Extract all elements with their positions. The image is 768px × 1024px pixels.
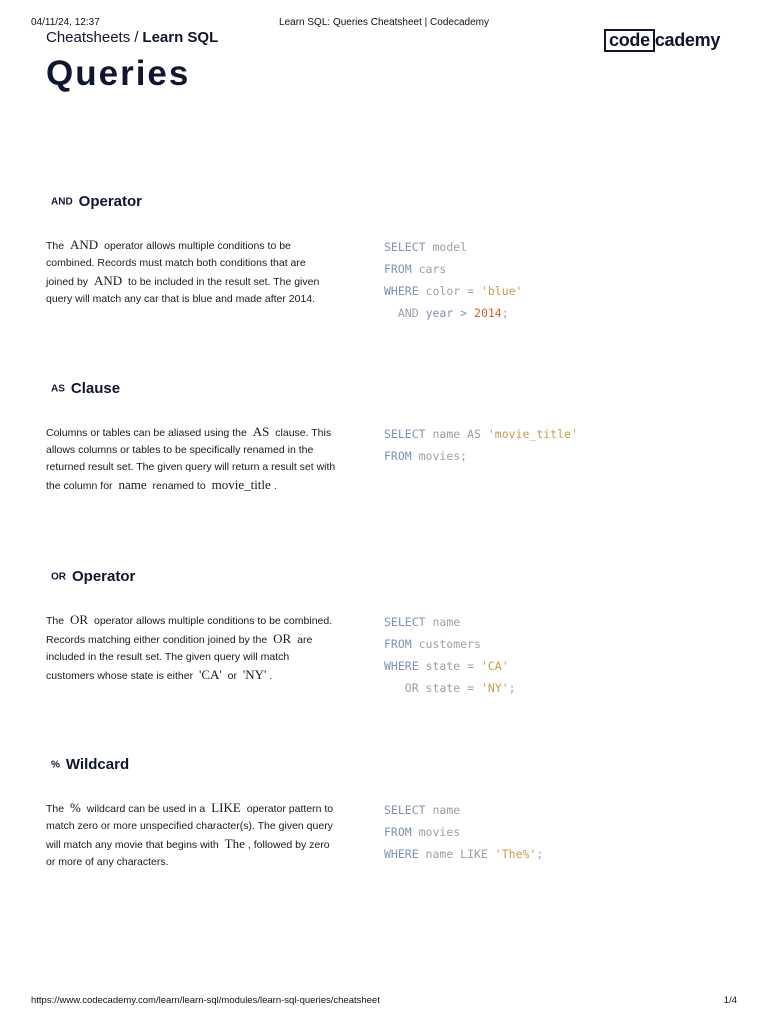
desc-text: The: [46, 615, 65, 627]
code-line: SELECT name: [384, 803, 461, 817]
desc-text: are included in the result set. The given query will match customers whose state is either: [46, 634, 313, 682]
section-description: [46, 423, 336, 495]
section-keyword: AND: [51, 196, 73, 208]
page-title: Queries: [46, 54, 191, 93]
inline-code: 'CA': [198, 667, 222, 682]
breadcrumb-cheatsheets-link[interactable]: Cheatsheets: [46, 29, 131, 46]
section-title: Operator: [72, 568, 136, 586]
section-and-operator: [46, 193, 726, 343]
inline-code: name: [118, 477, 147, 492]
inline-code: AND: [93, 273, 123, 288]
inline-code: %: [70, 800, 81, 815]
desc-text: , followed by zero or more of any characters.: [46, 839, 330, 868]
code-line: WHERE color = 'blue': [384, 284, 523, 298]
inline-code: OR: [273, 631, 292, 646]
code-line: SELECT name AS 'movie_title': [384, 427, 578, 441]
desc-text: .: [273, 480, 277, 492]
desc-text: operator pattern to match zero or more unspecified character(s). The given query will match any movie that begins with: [46, 803, 334, 851]
code-line: SELECT model: [384, 240, 468, 254]
desc-text: The: [46, 240, 65, 252]
section-keyword: OR: [51, 571, 66, 583]
desc-text: clause. This allows columns or tables to be specifically renamed in the returned result set. The given query will return a result set with the column for: [46, 427, 336, 492]
section-description: [46, 611, 336, 685]
desc-text: Columns or tables can be aliased using the: [46, 427, 247, 439]
section-description: [46, 799, 336, 871]
desc-text: The: [46, 803, 65, 815]
section-heading: [51, 193, 142, 215]
inline-code: movie_title: [211, 477, 271, 492]
inline-code: OR: [70, 612, 89, 627]
inline-code: LIKE: [211, 800, 241, 815]
section-keyword: AS: [51, 383, 65, 395]
code-line: SELECT name: [384, 615, 461, 629]
section-heading: [51, 756, 129, 778]
desc-text: wildcard can be used in a: [86, 803, 206, 815]
desc-text: or: [227, 670, 237, 682]
desc-text: .: [269, 670, 273, 682]
code-block[interactable]: [384, 236, 522, 324]
section-title: Clause: [70, 380, 121, 398]
print-date: 04/11/24, 12:37: [31, 17, 100, 28]
breadcrumb-current[interactable]: Learn SQL: [142, 29, 219, 46]
desc-text: to be included in the result set. The given query will match any car that is blue and made after 2014.: [46, 276, 320, 305]
inline-code: AS: [252, 424, 270, 439]
inline-code: The: [224, 836, 245, 851]
inline-code: AND: [70, 237, 99, 252]
code-block[interactable]: [384, 799, 543, 865]
inline-code: 'NY': [242, 667, 267, 682]
logo-boxed-text: code: [604, 29, 655, 52]
code-line: WHERE state = 'CA': [384, 659, 509, 673]
print-footer: [31, 995, 737, 1006]
desc-text: renamed to: [152, 480, 206, 492]
code-line: AND year > 2014;: [397, 306, 509, 320]
code-line: FROM movies: [384, 825, 461, 839]
code-line: WHERE name LIKE 'The%';: [384, 847, 544, 861]
section-title: Operator: [78, 193, 143, 211]
section-heading: [51, 568, 135, 590]
code-block[interactable]: [384, 611, 516, 699]
print-page-title: Learn SQL: Queries Cheatsheet | Codecademy: [279, 17, 489, 28]
section-keyword: %: [51, 759, 60, 771]
code-block[interactable]: [384, 423, 578, 467]
section-as-clause: [46, 380, 726, 530]
code-line: FROM movies;: [384, 449, 468, 463]
section-wildcard: [46, 756, 726, 906]
code-line: FROM cars: [384, 262, 447, 276]
section-heading: [51, 380, 120, 402]
page-url: https://www.codecademy.com/learn/learn-sql/modules/learn-sql-queries/cheatsheet: [31, 995, 380, 1006]
codecademy-logo[interactable]: [604, 29, 720, 53]
code-line: OR state = 'NY';: [404, 681, 516, 695]
section-description: [46, 236, 336, 308]
desc-text: operator allows multiple conditions to be combined. Records must match both conditions that are joined by: [46, 240, 306, 288]
desc-text: operator allows multiple conditions to be combined. Records matching either condition joined by the: [46, 615, 333, 646]
section-or-operator: [46, 568, 726, 718]
breadcrumb-separator: /: [134, 29, 139, 46]
code-line: FROM customers: [384, 637, 481, 651]
logo-text: cademy: [654, 30, 721, 50]
page-number: 1/4: [723, 995, 737, 1006]
breadcrumb: [46, 29, 218, 46]
section-title: Wildcard: [65, 756, 130, 774]
